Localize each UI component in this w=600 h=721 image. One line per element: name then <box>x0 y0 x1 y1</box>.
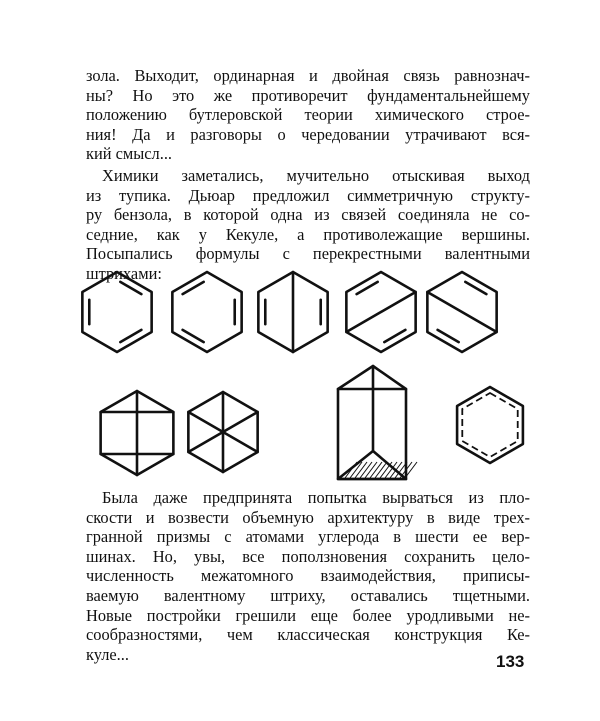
star-structure <box>188 392 257 472</box>
text-line: из тупика. Дьюар предложил симметричную структу- <box>86 185 530 205</box>
hatch-line <box>375 462 387 478</box>
dewar-structure-rising <box>346 272 415 352</box>
text-line: Химики заметались, мучительно отыскивая выход <box>102 166 530 185</box>
hexagon-outline <box>457 387 523 463</box>
text-line: численность межатомного взаимодействия, приписы- <box>86 566 530 586</box>
text-line: зола. Выходит, ординарная и двойная связь равнознач- <box>86 66 530 85</box>
hatch-line <box>365 462 377 478</box>
cross-bond-line <box>346 292 415 332</box>
hatch-line <box>345 462 357 478</box>
text-line: ны? Но это же противоречит фундаментальнейшему <box>86 85 530 105</box>
text-line: ру бензола, в которой одна из связей соединяла не со- <box>86 205 530 225</box>
dewar-structure-falling <box>427 272 496 352</box>
paragraph-3 <box>86 488 530 664</box>
text-line: штрихами: <box>86 263 162 283</box>
text-line: седние, как у Кекуле, а противолежащие вершины. <box>86 224 530 244</box>
claus-structure-cross <box>101 391 174 475</box>
hatch-line <box>360 462 372 478</box>
cross-bond-line <box>427 292 496 332</box>
dewar-structure-vertical <box>258 272 327 352</box>
hexagon-outline <box>172 272 241 352</box>
text-line: ния! Да и разговоры о чередовании утрачивают вся- <box>86 124 530 144</box>
text-line: положению бутлеровской теории химического строе- <box>86 105 530 125</box>
text-line: шинах. Но, увы, все поползновения сохранить цело- <box>86 546 530 566</box>
text-line: сообразностями, чем классическая конструкция Ке- <box>86 625 530 645</box>
dashed-ring-structure <box>457 387 523 463</box>
hatch-line <box>380 462 392 478</box>
text-line: гранной призмы с атомами углерода в шести ее вер- <box>86 527 530 547</box>
hatch-line <box>370 462 382 478</box>
text-line: Посыпались формулы с перекрестными валентными <box>86 244 530 264</box>
text-line: ваемую валентному штриху, оставались тщетными. <box>86 585 530 605</box>
dashed-inner-ring <box>462 393 517 457</box>
text-line: скости и возвести объемную архитектуру в виде трех- <box>86 507 530 527</box>
hexagon-outline <box>82 272 151 352</box>
text-line: куле... <box>86 644 129 664</box>
text-line: Новые постройки грешили еще более уродливыми не- <box>86 605 530 625</box>
kekule-structure-b <box>172 272 241 352</box>
ladenburg-prism <box>338 366 417 479</box>
text-line: Была даже предпринята попытка вырваться из пло- <box>102 488 530 507</box>
text-line: кий смысл... <box>86 144 173 164</box>
page-number: 133 <box>496 652 525 671</box>
kekule-structure-a <box>82 272 151 352</box>
